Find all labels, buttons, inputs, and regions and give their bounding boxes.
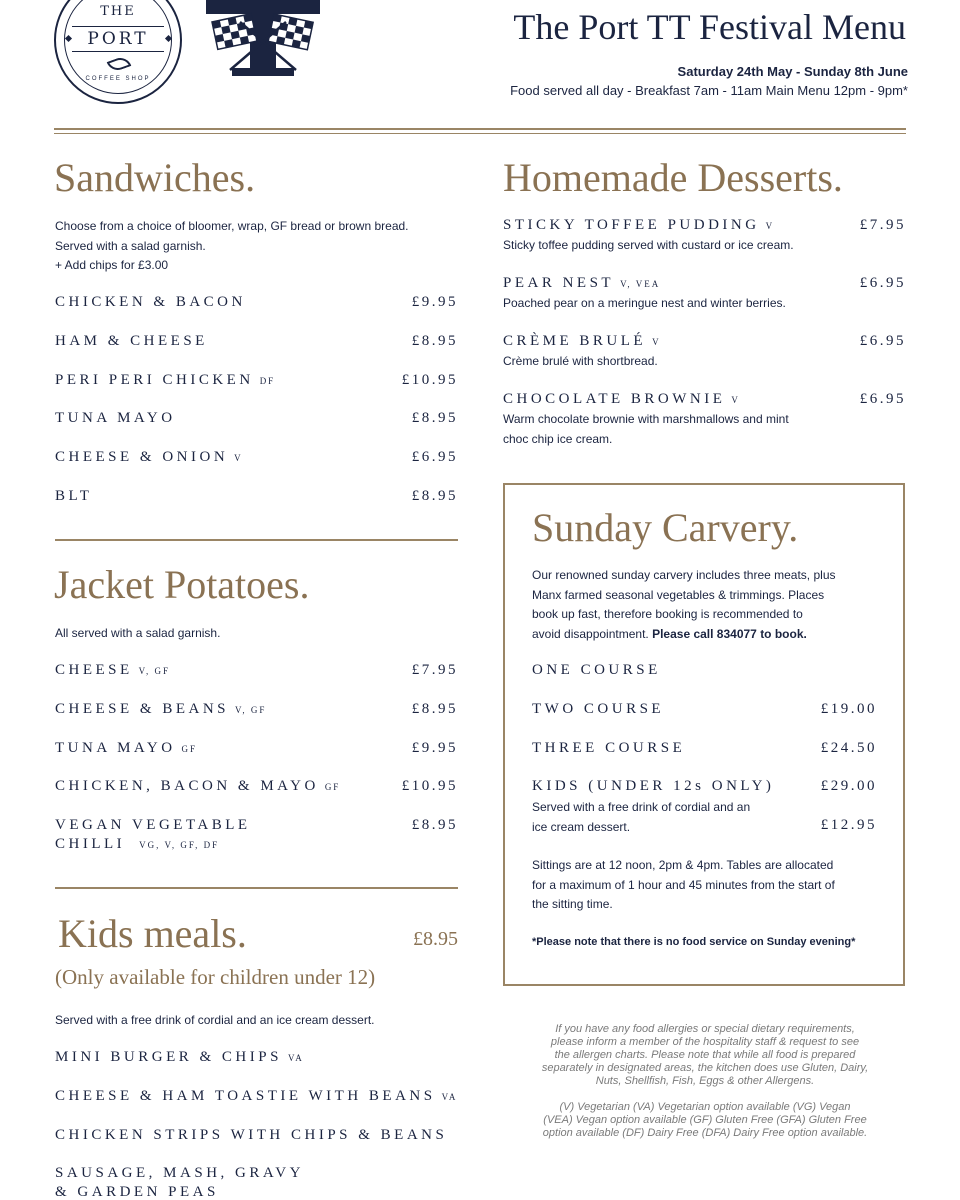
carvery-sittings-line: Sittings are at 12 noon, 2pm & 4pm. Tables are allocated <box>532 858 834 872</box>
dietary-key-line: (V) Vegetarian (VA) Vegetarian option available (VG) Vegan <box>559 1101 851 1113</box>
item-name: PERI PERI CHICKEN <box>55 372 254 388</box>
item-price: £8.95 <box>411 333 458 349</box>
item-name: STICKY TOFFEE PUDDING <box>503 217 760 233</box>
logo-port-text: PORT <box>72 26 164 52</box>
item-name: CHILLI <box>55 836 126 852</box>
item-name: CHEESE & BEANS <box>55 701 230 717</box>
carvery-kids-price: £12.95 <box>820 817 877 833</box>
carvery-option: KIDS (UNDER 12s ONLY) <box>532 778 775 794</box>
sandwiches-heading: Sandwiches. <box>54 155 256 200</box>
item-name: BLT <box>55 488 93 504</box>
item-name: MINI BURGER & CHIPS <box>55 1049 282 1065</box>
dessert-item <box>503 275 660 292</box>
item-name: TUNA MAYO <box>55 410 176 426</box>
carvery-option: ONE COURSE <box>532 662 661 678</box>
carvery-intro-line <box>532 625 836 645</box>
kids-item <box>55 1127 447 1144</box>
diet-tag: GF <box>324 782 341 792</box>
kids-item <box>55 1049 304 1066</box>
sandwiches-intro-line: + Add chips for £3.00 <box>55 258 169 272</box>
kids-item <box>55 1088 457 1105</box>
jacket-item <box>55 817 251 834</box>
diet-tag: VA <box>441 1092 458 1102</box>
allergen-notice <box>520 1023 890 1088</box>
festival-dates: Saturday 24th May - Sunday 8th June <box>677 64 908 79</box>
carvery-intro-line: Manx farmed seasonal vegetables & trimmings. Places <box>532 587 825 602</box>
item-price: £8.95 <box>411 488 458 504</box>
diet-tag: V <box>765 221 775 231</box>
sandwich-item <box>55 410 176 427</box>
item-name: VEGAN VEGETABLE <box>55 817 251 833</box>
sandwiches-intro-line: Choose from a choice of bloomer, wrap, GF bread or brown bread. <box>55 219 409 233</box>
jackets-intro: All served with a salad garnish. <box>55 626 221 640</box>
section-divider <box>55 887 458 889</box>
item-name: & GARDEN PEAS <box>55 1184 219 1200</box>
kids-item <box>55 1165 304 1182</box>
item-description-line: choc chip ice cream. <box>503 431 613 446</box>
item-description: Sticky toffee pudding served with custard or ice cream. <box>503 238 794 252</box>
carvery-option-price: £29.00 <box>820 778 877 794</box>
carvery-kids-desc-line: ice cream dessert. <box>532 819 631 834</box>
item-name: CHEESE <box>55 662 133 678</box>
item-price: £7.95 <box>411 662 458 678</box>
carvery-sittings-line: the sitting time. <box>532 897 613 911</box>
dietary-key-line: option available (DF) Dairy Free (DFA) Dairy Free option available. <box>542 1127 868 1139</box>
item-name: CHICKEN, BACON & MAYO <box>55 778 319 794</box>
carvery-heading: Sunday Carvery. <box>532 505 799 550</box>
allergen-line: the allergen charts. Please note that while all food is prepared <box>554 1049 856 1061</box>
item-name: CRÈME BRULÉ <box>503 333 647 349</box>
item-price: £6.95 <box>859 391 906 407</box>
jacket-item-line2 <box>55 836 219 853</box>
carvery-intro-line: book up fast, therefore booking is recommended to <box>532 607 803 621</box>
carvery-intro-line: Our renowned sunday carvery includes three meats, plus <box>532 568 836 582</box>
carvery-option: TWO COURSE <box>532 701 665 717</box>
item-name: SAUSAGE, MASH, GRAVY <box>55 1165 304 1181</box>
diet-tag: V, GF <box>235 705 267 715</box>
desserts-heading: Homemade Desserts. <box>503 155 843 200</box>
carvery-option-price: £19.00 <box>820 701 877 717</box>
header-rule <box>54 128 906 130</box>
diet-tag: V <box>234 453 243 463</box>
allergen-line: Nuts, Shellfish, Fish, Eggs & other Allergens. <box>595 1075 815 1087</box>
header-rule-thin <box>54 133 906 134</box>
dietary-key <box>520 1101 890 1140</box>
allergen-line: If you have any food allergies or special dietary requirements, <box>555 1023 855 1035</box>
carvery-kids-desc <box>532 798 750 837</box>
item-price: £10.95 <box>401 778 458 794</box>
kids-subheading: (Only available for children under 12) <box>55 965 376 989</box>
service-hours: Food served all day - Breakfast 7am - 11am Main Menu 12pm - 9pm* <box>510 83 908 98</box>
item-price: £8.95 <box>411 701 458 717</box>
sandwich-item <box>55 294 246 311</box>
item-price: £8.95 <box>411 817 458 833</box>
item-price: £9.95 <box>411 740 458 756</box>
item-name: HAM & CHEESE <box>55 333 208 349</box>
item-price: £6.95 <box>859 333 906 349</box>
carvery-option-price: £24.50 <box>820 740 877 756</box>
carvery-intro-text: avoid disappointment. <box>532 626 649 641</box>
tt-flags-logo-icon <box>206 0 320 80</box>
sunday-evening-note: *Please note that there is no food service on Sunday evening* <box>532 936 856 948</box>
item-description <box>503 410 789 449</box>
jackets-heading: Jacket Potatoes. <box>54 562 310 607</box>
carvery-intro <box>532 566 836 644</box>
jacket-item <box>55 740 197 757</box>
diet-tag: V <box>652 337 661 347</box>
kids-item-line2 <box>55 1184 219 1200</box>
item-description: Poached pear on a meringue nest and winter berries. <box>503 296 786 310</box>
sandwich-item <box>55 372 275 389</box>
jacket-item <box>55 778 340 795</box>
item-price: £8.95 <box>411 410 458 426</box>
diet-tag: VA <box>287 1053 304 1063</box>
sandwich-item <box>55 449 243 466</box>
jacket-item <box>55 701 266 718</box>
item-name: CHOCOLATE BROWNIE <box>503 391 726 407</box>
kids-price: £8.95 <box>413 928 458 950</box>
carvery-sittings-line: for a maximum of 1 hour and 45 minutes from the start of <box>532 877 835 892</box>
allergen-line: separately in designated areas, the kitchen does use Gluten, Dairy, <box>541 1062 869 1074</box>
sandwiches-intro-line: Served with a salad garnish. <box>55 238 206 253</box>
sandwich-item <box>55 333 208 350</box>
dessert-item <box>503 217 774 234</box>
item-price: £6.95 <box>859 275 906 291</box>
allergen-line: please inform a member of the hospitality staff & request to see <box>550 1036 860 1048</box>
jacket-item <box>55 662 170 679</box>
diet-tag: GF <box>181 744 198 754</box>
sandwiches-intro <box>55 217 409 276</box>
diet-tag: VG, V, GF, DF <box>139 840 220 850</box>
diet-tag: V <box>731 395 740 405</box>
sandwich-item <box>55 488 92 505</box>
item-name: CHEESE & HAM TOASTIE WITH BEANS <box>55 1088 436 1104</box>
carvery-sittings <box>532 856 835 915</box>
item-price: £6.95 <box>411 449 458 465</box>
carvery-kids-desc-line: Served with a free drink of cordial and an <box>532 800 751 814</box>
diet-tag: DF <box>259 376 276 386</box>
section-divider <box>55 539 458 541</box>
carvery-option: THREE COURSE <box>532 740 686 756</box>
logo-the-text: THE <box>100 4 136 19</box>
dessert-item <box>503 391 740 408</box>
item-name: PEAR NEST <box>503 275 615 291</box>
item-price: £9.95 <box>411 294 458 310</box>
item-price: £7.95 <box>859 217 906 233</box>
page-title: The Port TT Festival Menu <box>513 7 906 47</box>
item-description-line: Warm chocolate brownie with marshmallows and mint <box>503 412 789 426</box>
diet-tag: V, GF <box>138 666 171 676</box>
port-logo <box>54 0 182 104</box>
booking-phone: Please call 834077 to book. <box>652 626 807 641</box>
item-price: £10.95 <box>401 372 458 388</box>
item-description: Crème brulé with shortbread. <box>503 354 658 368</box>
item-name: CHICKEN & BACON <box>55 294 246 310</box>
kids-heading: Kids meals. <box>58 911 247 956</box>
dessert-item <box>503 333 661 350</box>
kids-intro: Served with a free drink of cordial and an ice cream dessert. <box>55 1013 375 1027</box>
dietary-key-line: (VEA) Vegan option available (GF) Gluten Free (GFA) Gluten Free <box>543 1114 867 1126</box>
logo-sub-text: COFFEE SHOP <box>85 76 151 82</box>
item-name: CHEESE & ONION <box>55 449 229 465</box>
diet-tag: V, VEA <box>620 279 661 289</box>
item-name: CHICKEN STRIPS WITH CHIPS & BEANS <box>55 1127 448 1143</box>
item-name: TUNA MAYO <box>55 740 176 756</box>
